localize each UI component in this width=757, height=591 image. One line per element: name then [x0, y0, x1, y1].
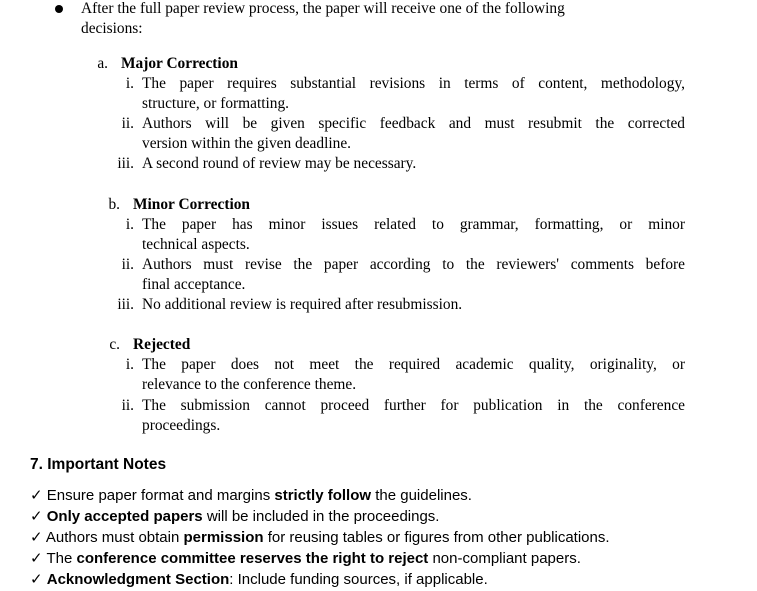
item-text-line-1: The paper has minor issues related to grammar, formatting, or minor	[142, 216, 685, 233]
section-marker: a.	[97, 55, 108, 72]
note-text: will be included in the proceedings.	[202, 508, 440, 525]
notes-list	[30, 485, 750, 590]
section-marker: b.	[108, 196, 120, 213]
item-text-line-2: structure, or formatting.	[142, 95, 290, 112]
item-marker: ii.	[121, 397, 134, 414]
note-text: The	[42, 550, 77, 567]
check-icon: ✓	[30, 550, 43, 567]
item-text-line-2: final acceptance.	[142, 276, 246, 293]
item-text-line-1: No additional review is required after resubmission.	[142, 296, 463, 313]
note-text: non-compliant papers.	[428, 550, 581, 567]
item-marker: i.	[125, 216, 134, 233]
note-line	[30, 527, 750, 548]
check-icon: ✓	[30, 487, 43, 504]
note-line	[30, 569, 750, 590]
note-emphasis: strictly follow	[274, 487, 372, 504]
item-marker: i.	[125, 75, 134, 92]
note-line	[30, 485, 750, 506]
note-emphasis: Only accepted papers	[46, 508, 203, 525]
note-text: the guidelines.	[371, 487, 472, 504]
item-marker: i.	[125, 356, 134, 373]
intro-bullet	[0, 0, 757, 41]
item-text-line-2: version within the given deadline.	[142, 135, 352, 152]
section-title: Rejected	[133, 336, 191, 353]
note-text: : Include funding sources, if applicable.	[229, 571, 488, 588]
note-line	[30, 548, 750, 569]
section-title: Minor Correction	[133, 196, 250, 213]
note-line	[30, 506, 750, 527]
item-marker: iii.	[117, 155, 134, 172]
intro-line-2: decisions:	[81, 20, 143, 37]
note-text: Ensure paper format and margins	[42, 487, 275, 504]
item-text-line-1: The paper does not meet the required academic quality, originality, or	[142, 356, 685, 373]
item-text-line-1: The paper requires substantial revisions in terms of content, methodology,	[142, 75, 685, 92]
section-rejected	[0, 335, 757, 439]
item-marker: ii.	[121, 256, 134, 273]
item-text-line-1: The submission cannot proceed further for publication in the conference	[142, 397, 685, 414]
item-text-line-1: Authors will be given specific feedback and must resubmit the corrected	[142, 115, 685, 132]
item-marker: iii.	[117, 296, 134, 313]
section-title: Major Correction	[121, 55, 238, 72]
note-emphasis: conference committee reserves the right to reject	[76, 550, 429, 567]
check-icon: ✓	[30, 571, 43, 588]
item-text-line-1: Authors must revise the paper according to the reviewers' comments before	[142, 256, 685, 273]
check-icon: ✓	[30, 508, 43, 525]
note-emphasis: Acknowledgment Section	[46, 571, 230, 588]
note-emphasis: permission	[183, 529, 264, 546]
intro-line-1: After the full paper review process, the paper will receive one of the following	[81, 0, 565, 17]
item-marker: ii.	[121, 115, 134, 132]
item-text-line-2: technical aspects.	[142, 236, 250, 253]
bullet-icon	[55, 5, 63, 13]
item-text-line-1: A second round of review may be necessary.	[142, 155, 417, 172]
notes-heading: 7. Important Notes	[30, 456, 167, 473]
section-minor-correction	[0, 195, 757, 319]
item-text-line-2: relevance to the conference theme.	[142, 376, 357, 393]
check-icon: ✓	[30, 529, 43, 546]
note-text: Authors must obtain	[42, 529, 184, 546]
item-text-line-2: proceedings.	[142, 417, 221, 434]
note-text: for reusing tables or figures from other publications.	[263, 529, 610, 546]
section-marker: c.	[109, 336, 120, 353]
section-major-correction	[0, 54, 757, 178]
